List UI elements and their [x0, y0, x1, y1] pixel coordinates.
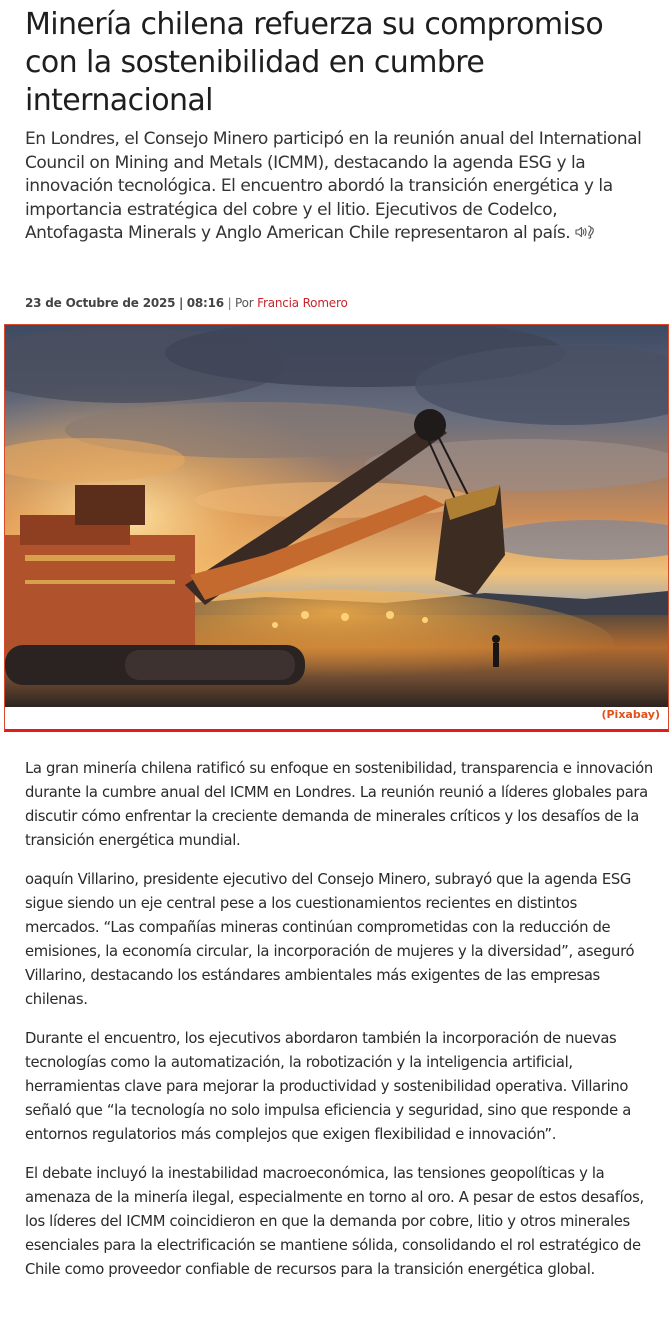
- article-meta: [25, 295, 348, 311]
- author-by-label: Por: [235, 296, 254, 310]
- photo-credit: (Pixabay): [601, 708, 660, 721]
- meta-separator-1: |: [178, 296, 184, 310]
- body-paragraph-3: Durante el encuentro, los ejecutivos abordaron también la incorporación de nuevas tecnologías como la automatización, la robotización y la inteligencia artificial, herramientas clave para mejorar la productividad y sostenibilidad operativa. Villarino señaló que “la tecnología no solo impulsa eficiencia y seguridad, sino que responde a entornos regulatorios más complejos que exigen flexibilidad e innovación”.: [25, 1030, 631, 1143]
- article-body: [25, 757, 655, 1297]
- article-lead-text: En Londres, el Consejo Minero participó en la reunión anual del International Council on Mining and Metals (ICMM), destacando la agenda ESG y la innovación tecnológica. El encuentro abordó la transición energética y la importancia estratégica del cobre y el litio. Ejecutivos de Codelco, Antofagasta Minerals y Anglo American Chile representaron al país.: [25, 129, 642, 243]
- article-lead: [25, 128, 655, 248]
- meta-separator-2: |: [227, 296, 232, 310]
- publish-date: 23 de Octubre de 2025: [25, 296, 176, 310]
- author-link[interactable]: Francia Romero: [257, 296, 348, 310]
- article-headline: Minería chilena refuerza su compromiso con la sostenibilidad en cumbre internacional: [25, 7, 604, 118]
- article-photo[interactable]: [5, 325, 668, 707]
- publish-time: 08:16: [186, 296, 224, 310]
- article-figure: [4, 324, 669, 732]
- body-paragraph-4: El debate incluyó la inestabilidad macroeconómica, las tensiones geopolíticas y la amenaza de la minería ilegal, especialmente en torno al oro. A pesar de estos desafíos, los líderes del ICMM coincidieron en que la demanda por cobre, litio y otros minerales esenciales para la electrificación se mantiene sólida, consolidando el rol estratégico de Chile como proveedor confiable de recursos para la transición energética global.: [25, 1165, 644, 1278]
- listen-audio-icon[interactable]: [574, 224, 596, 248]
- body-paragraph-2: oaquín Villarino, presidente ejecutivo del Consejo Minero, subrayó que la agenda ESG sigue siendo un eje central pese a los cuestionamientos recientes en distintos mercados. “Las compañías mineras continúan comprometidas con la reducción de emisiones, la economía circular, la incorporación de mujeres y la diversidad”, aseguró Villarino, destacando los estándares ambientales más exigentes de las empresas chilenas.: [25, 871, 635, 1008]
- body-paragraph-1: La gran minería chilena ratificó su enfoque en sostenibilidad, transparencia e innovación durante la cumbre anual del ICMM en Londres. La reunión reunió a líderes globales para discutir cómo enfrentar la creciente demanda de minerales críticos y los desafíos de la transición energética mundial.: [25, 760, 653, 849]
